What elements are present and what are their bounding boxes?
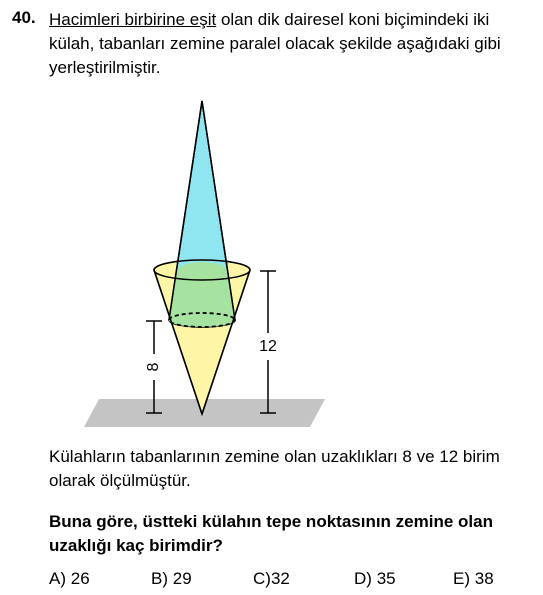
choice-value: 35 xyxy=(376,569,396,588)
question-number: 40. xyxy=(12,8,36,27)
overlap-region xyxy=(169,262,235,327)
choice-letter: A) xyxy=(49,569,66,588)
choice-a[interactable] xyxy=(49,569,90,589)
dimension-12-label: 12 xyxy=(259,338,277,356)
dimension-8-label: 8 xyxy=(145,362,163,372)
choice-b[interactable] xyxy=(151,569,192,589)
choice-c[interactable] xyxy=(253,569,290,589)
choice-value: 32 xyxy=(270,569,290,588)
choice-value: 38 xyxy=(474,569,494,588)
choice-d[interactable] xyxy=(354,569,396,589)
choice-e[interactable] xyxy=(453,569,494,589)
choice-letter: B) xyxy=(151,569,168,588)
choice-letter: D) xyxy=(354,569,372,588)
choice-letter: E) xyxy=(453,569,470,588)
stem-underlined-text: Hacimleri birbirine eşit xyxy=(49,10,217,29)
stem-text: olan dik dairesel koni biçimindeki iki külah, tabanları zemine paralel olacak şekilde aşağıdaki gibi yerleştirilmiştir. xyxy=(49,10,501,77)
given-info: Külahların tabanlarının zemine olan uzaklıkları 8 ve 12 birim olarak ölçülmüştür. xyxy=(49,447,500,490)
choice-value: 26 xyxy=(70,569,90,588)
choice-letter: C) xyxy=(253,569,271,588)
question-ask: Buna göre, üstteki külahın tepe noktasının zemine olan uzaklığı kaç birimdir? xyxy=(49,512,493,555)
choice-value: 29 xyxy=(172,569,192,588)
